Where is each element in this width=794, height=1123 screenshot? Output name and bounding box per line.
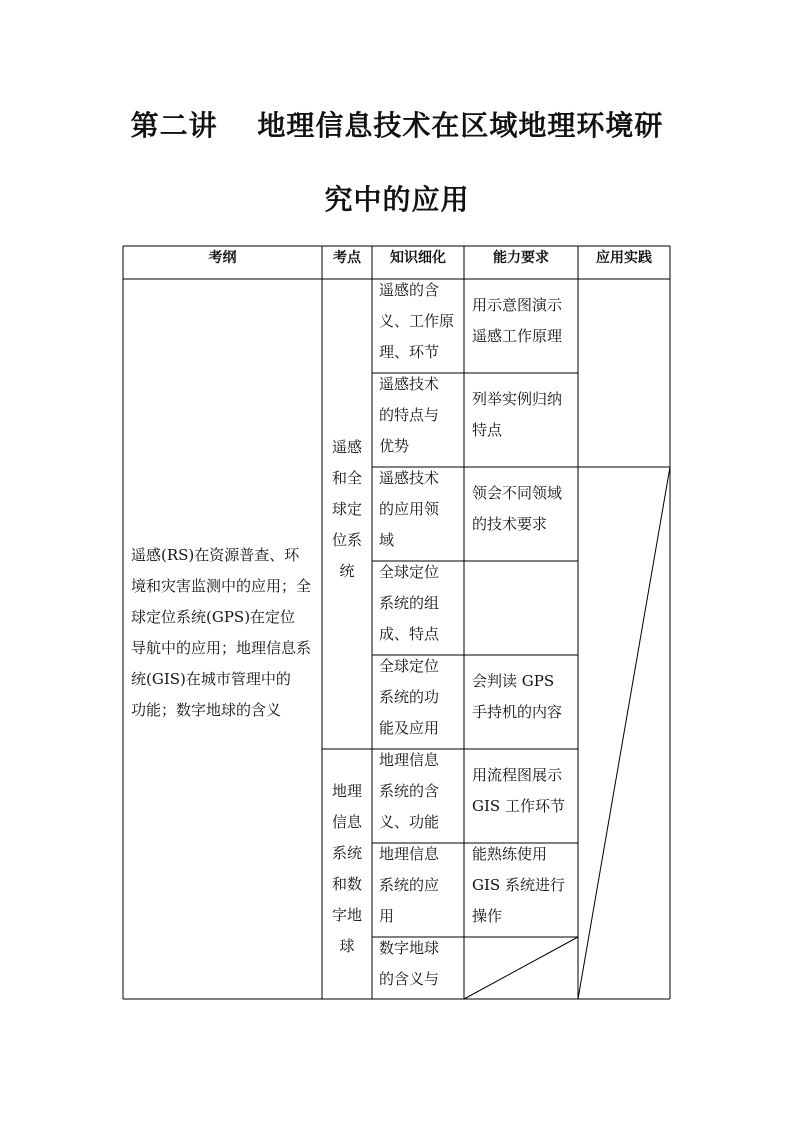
ability-row-3: 领会不同领域 的技术要求 <box>472 484 563 533</box>
ability-row-2: 列举实例归纳 特点 <box>472 390 563 439</box>
diagonal-line-practice <box>578 467 670 999</box>
kaodian-rs-gps: 遥感 和全 球定 位系 统 <box>331 438 362 580</box>
knowledge-row-2: 遥感技术 的特点与 优势 <box>379 375 440 455</box>
header-ability: 能力要求 <box>493 250 549 266</box>
ability-row-6: 用流程图展示 GIS 工作环节 <box>472 766 565 815</box>
kaodian-gis-digital-earth: 地理 信息 系统 和数 字地 球 <box>331 782 362 955</box>
knowledge-row-3: 遥感技术 的应用领 域 <box>379 469 440 549</box>
knowledge-row-4: 全球定位 系统的组 成、特点 <box>379 563 440 643</box>
ability-row-7: 能熟练使用 GIS 系统进行 操作 <box>472 845 565 925</box>
document-title-line-2: 究中的应用 <box>324 183 470 216</box>
knowledge-row-5: 全球定位 系统的功 能及应用 <box>379 657 440 737</box>
knowledge-row-6: 地理信息 系统的含 义、功能 <box>379 751 440 831</box>
ability-row-5: 会判读 GPS 手持机的内容 <box>472 672 563 721</box>
knowledge-row-7: 地理信息 系统的应 用 <box>379 845 440 925</box>
document-title-line-1: 第二讲 地理信息技术在区域地理环境研 <box>130 109 664 142</box>
header-knowledge: 知识细化 <box>390 250 446 266</box>
header-practice: 应用实践 <box>596 250 652 266</box>
header-kaodian: 考点 <box>333 250 361 266</box>
diagonal-line-ability <box>464 937 578 999</box>
ability-row-1: 用示意图演示 遥感工作原理 <box>472 296 563 345</box>
knowledge-row-1: 遥感的含 义、工作原 理、环节 <box>379 281 455 361</box>
knowledge-row-8: 数字地球 的含义与 <box>379 939 440 988</box>
header-kaogang: 考纲 <box>208 250 237 266</box>
kaogang-text: 遥感(RS)在资源普查、环 境和灾害监测中的应用；全 球定位系统(GPS)在定位 导航中的应用；地理信息系 统(GIS)在城市管理中的 功能；数字地球的含义 <box>131 546 312 719</box>
